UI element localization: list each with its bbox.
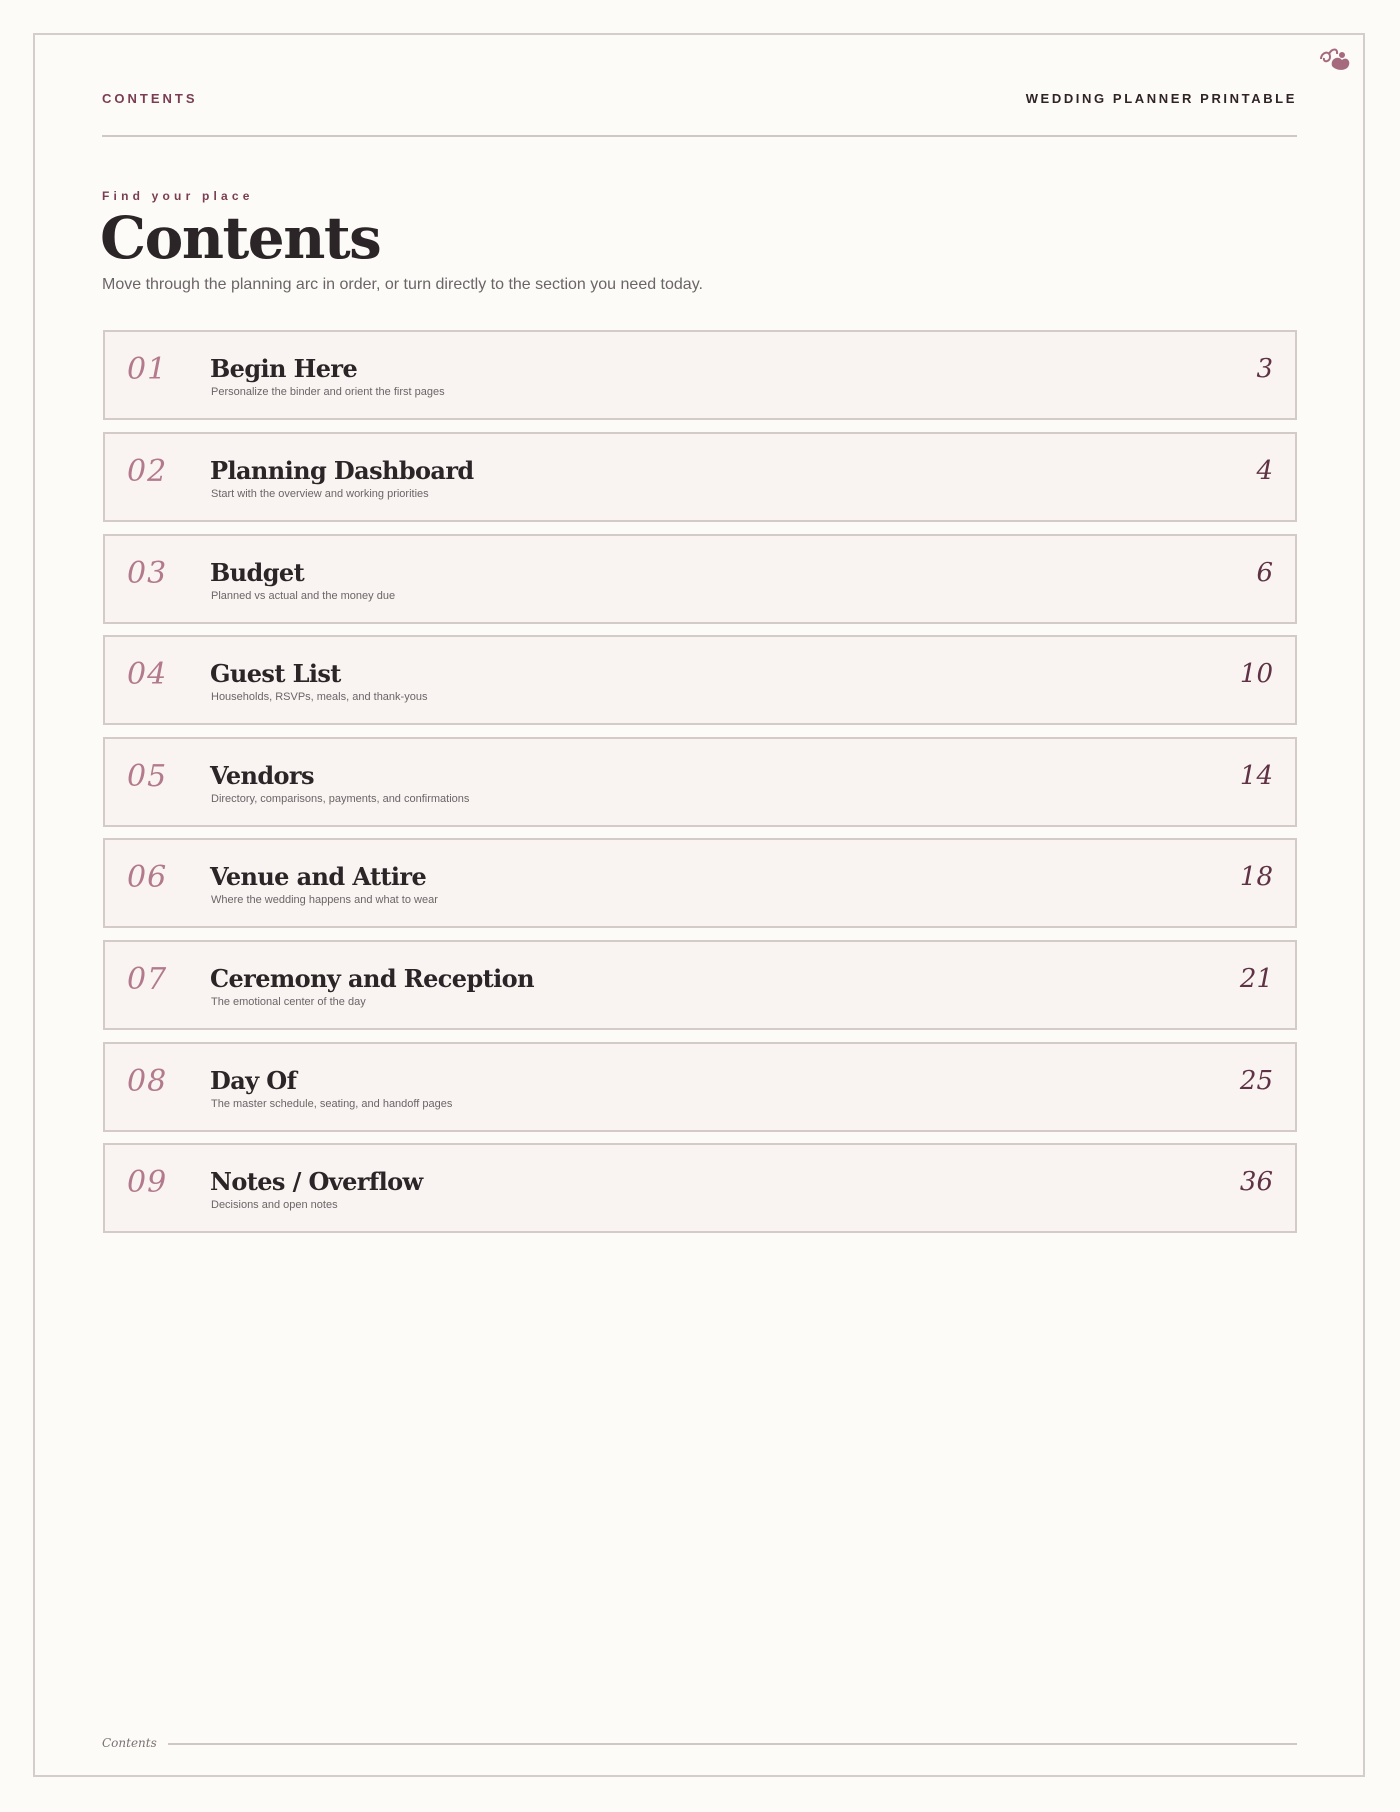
floral-ornament-icon	[1318, 44, 1352, 74]
toc-entry-vendors[interactable]	[103, 737, 1297, 827]
toc-entry-number: 04	[127, 657, 168, 692]
toc-entry-title: Notes / Overflow	[210, 1167, 423, 1196]
toc-entry-venue-and-attire[interactable]	[103, 838, 1297, 928]
toc-entry-title: Budget	[210, 558, 305, 587]
toc-entry-page-number: 21	[1239, 964, 1273, 994]
toc-entry-page-number: 10	[1239, 659, 1273, 689]
footer-divider	[168, 1743, 1297, 1745]
toc-entry-description: Decisions and open notes	[211, 1199, 338, 1211]
toc-entry-page-number: 25	[1239, 1066, 1273, 1096]
toc-entry-number: 05	[127, 759, 168, 794]
running-footer-label: Contents	[102, 1736, 157, 1750]
toc-entry-title: Begin Here	[210, 354, 358, 383]
toc-entry-number: 01	[127, 352, 168, 387]
toc-entry-number: 06	[127, 860, 168, 895]
page-subtitle: Move through the planning arc in order, or turn directly to the section you need today.	[102, 276, 703, 293]
toc-entry-budget[interactable]	[103, 534, 1297, 624]
toc-entry-guest-list[interactable]	[103, 635, 1297, 725]
toc-entry-title: Vendors	[210, 761, 314, 790]
toc-entry-page-number: 6	[1256, 558, 1273, 588]
toc-entry-page-number: 4	[1256, 456, 1273, 486]
toc-entry-page-number: 18	[1239, 862, 1273, 892]
page-title: Contents	[100, 204, 381, 272]
toc-entry-title: Day Of	[210, 1066, 297, 1095]
running-header-title: WEDDING PLANNER PRINTABLE	[1025, 91, 1297, 106]
header-divider	[102, 135, 1297, 137]
toc-entry-description: Households, RSVPs, meals, and thank-yous	[211, 691, 428, 703]
toc-entry-number: 09	[127, 1165, 168, 1200]
toc-entry-planning-dashboard[interactable]	[103, 432, 1297, 522]
toc-entry-description: Personalize the binder and orient the first pages	[211, 386, 445, 398]
toc-entry-number: 08	[127, 1064, 168, 1099]
toc-entry-title: Guest List	[210, 659, 341, 688]
toc-entry-number: 02	[127, 454, 168, 489]
toc-entry-description: The emotional center of the day	[211, 996, 366, 1008]
toc-entry-day-of[interactable]	[103, 1042, 1297, 1132]
toc-entry-description: Where the wedding happens and what to wear	[211, 894, 438, 906]
toc-entry-page-number: 14	[1239, 761, 1273, 791]
toc-entry-begin-here[interactable]	[103, 330, 1297, 420]
toc-entry-description: The master schedule, seating, and handoff pages	[211, 1098, 453, 1110]
toc-entry-number: 03	[127, 556, 168, 591]
toc-entry-description: Directory, comparisons, payments, and confirmations	[211, 793, 470, 805]
toc-entry-number: 07	[127, 962, 168, 997]
toc-entry-description: Planned vs actual and the money due	[211, 590, 396, 602]
toc-entry-ceremony-and-reception[interactable]	[103, 940, 1297, 1030]
toc-entry-page-number: 36	[1239, 1167, 1273, 1197]
toc-entry-description: Start with the overview and working priorities	[211, 488, 429, 500]
toc-entry-page-number: 3	[1256, 354, 1273, 384]
eyebrow-text: Find your place	[102, 189, 254, 203]
toc-entry-title: Ceremony and Reception	[210, 964, 534, 993]
running-header-section: CONTENTS	[102, 91, 198, 106]
toc-entry-title: Planning Dashboard	[210, 456, 474, 485]
table-of-contents	[103, 330, 1297, 1245]
toc-entry-notes-overflow[interactable]	[103, 1143, 1297, 1233]
toc-entry-title: Venue and Attire	[210, 862, 427, 891]
